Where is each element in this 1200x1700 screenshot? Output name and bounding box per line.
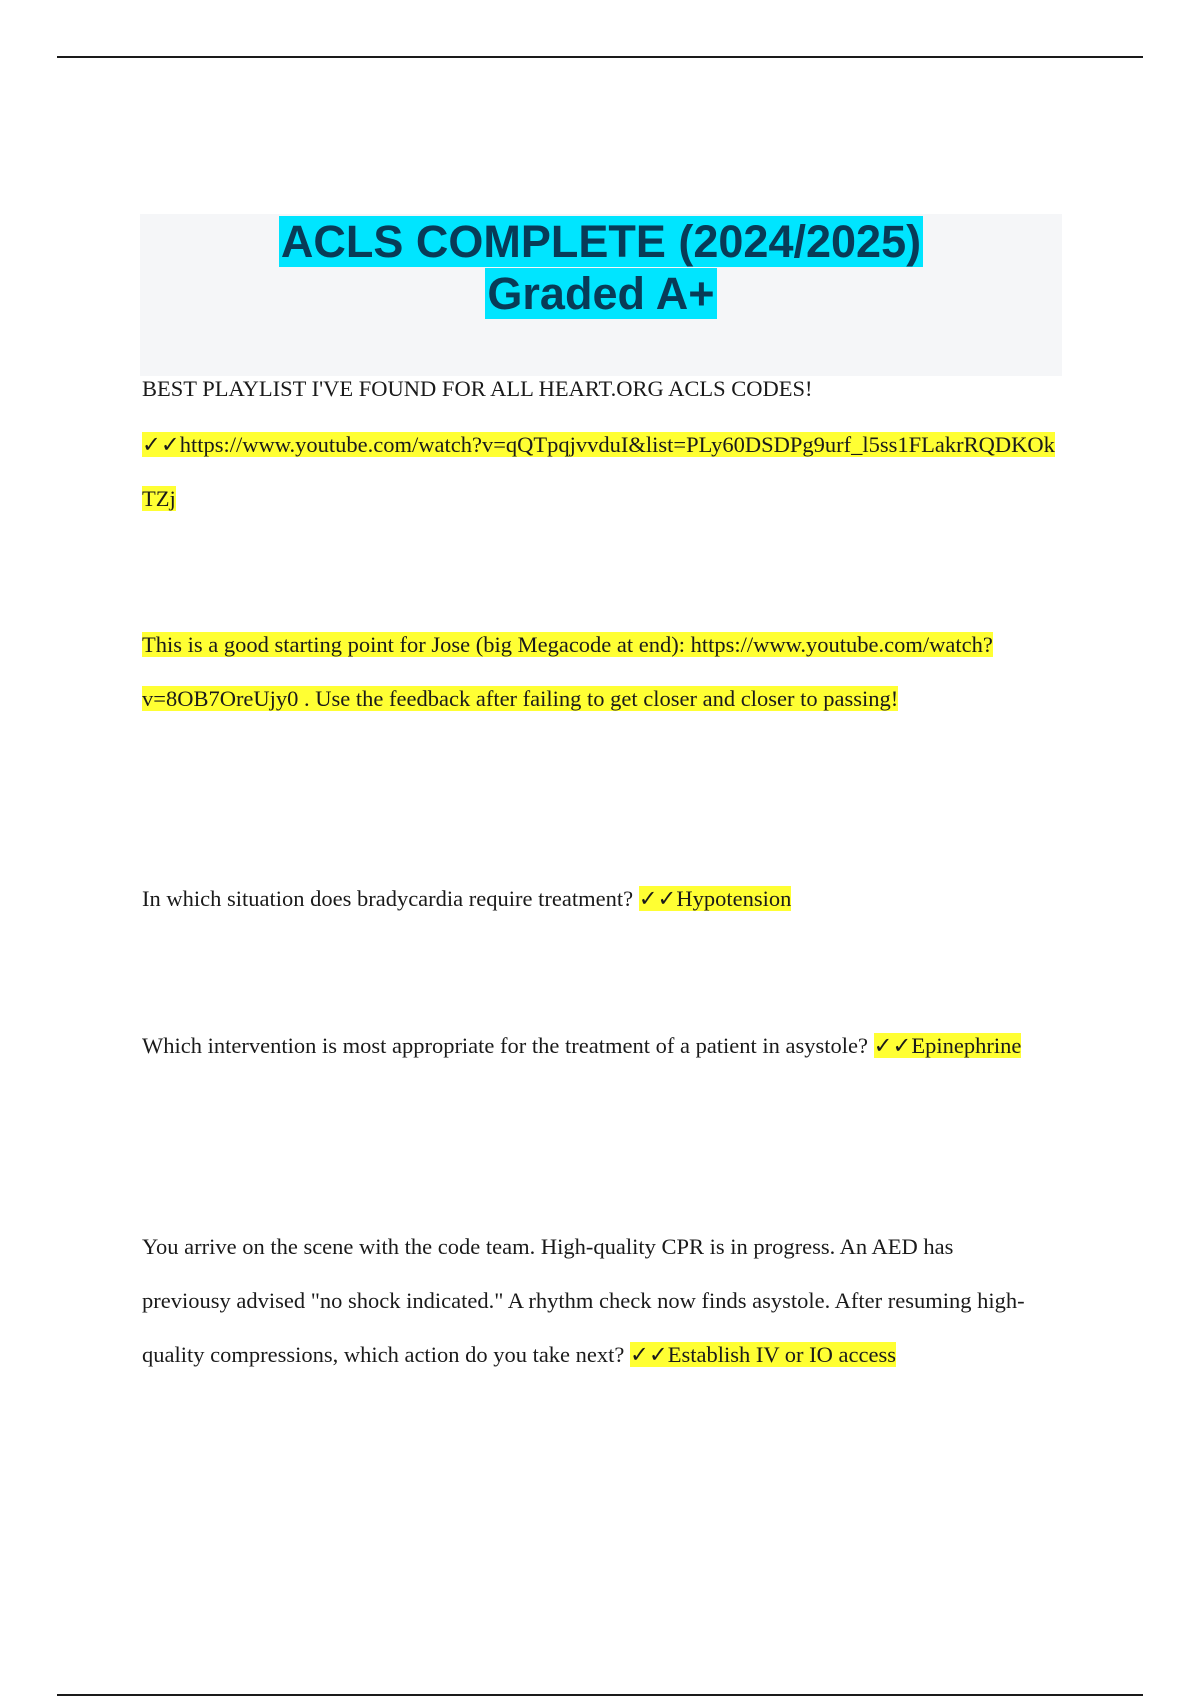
playlist-link[interactable]: ✓✓https://www.youtube.com/watch?v=qQTpqjvvduI&list=PLy60DSDPg9urf_l5ss1FLakrRQDKOkTZj — [142, 432, 1055, 511]
answer-3: ✓✓Establish IV or IO access — [630, 1342, 896, 1367]
question-3: You arrive on the scene with the code team. High-quality CPR is in progress. An AED has previousy advised "no shock indicated." A rhythm check now finds asystole. After resuming high-quality compressions, which action do you take next? ✓✓Establish IV or IO access — [142, 1234, 1025, 1367]
document-title: ACLS COMPLETE (2024/2025) — [280, 216, 922, 267]
bottom-rule — [57, 1694, 1143, 1696]
title-block — [140, 214, 1062, 376]
question-2: Which intervention is most appropriate for the treatment of a patient in asystole? ✓✓Epinephrine — [142, 1033, 1022, 1058]
document-subtitle: Graded A+ — [487, 268, 715, 319]
playlist-intro: BEST PLAYLIST I'VE FOUND FOR ALL HEART.ORG ACLS CODES! — [142, 376, 813, 401]
question-1: In which situation does bradycardia require treatment? ✓✓Hypotension — [142, 886, 792, 911]
answer-2: ✓✓Epinephrine — [873, 1033, 1022, 1058]
top-rule — [57, 56, 1143, 58]
tip-paragraph: This is a good starting point for Jose (big Megacode at end): https://www.youtube.com/watch?v=8OB7OreUjy0 . Use the feedback after failing to get closer and closer to passing! — [142, 632, 993, 711]
answer-1: ✓✓Hypotension — [638, 886, 792, 911]
